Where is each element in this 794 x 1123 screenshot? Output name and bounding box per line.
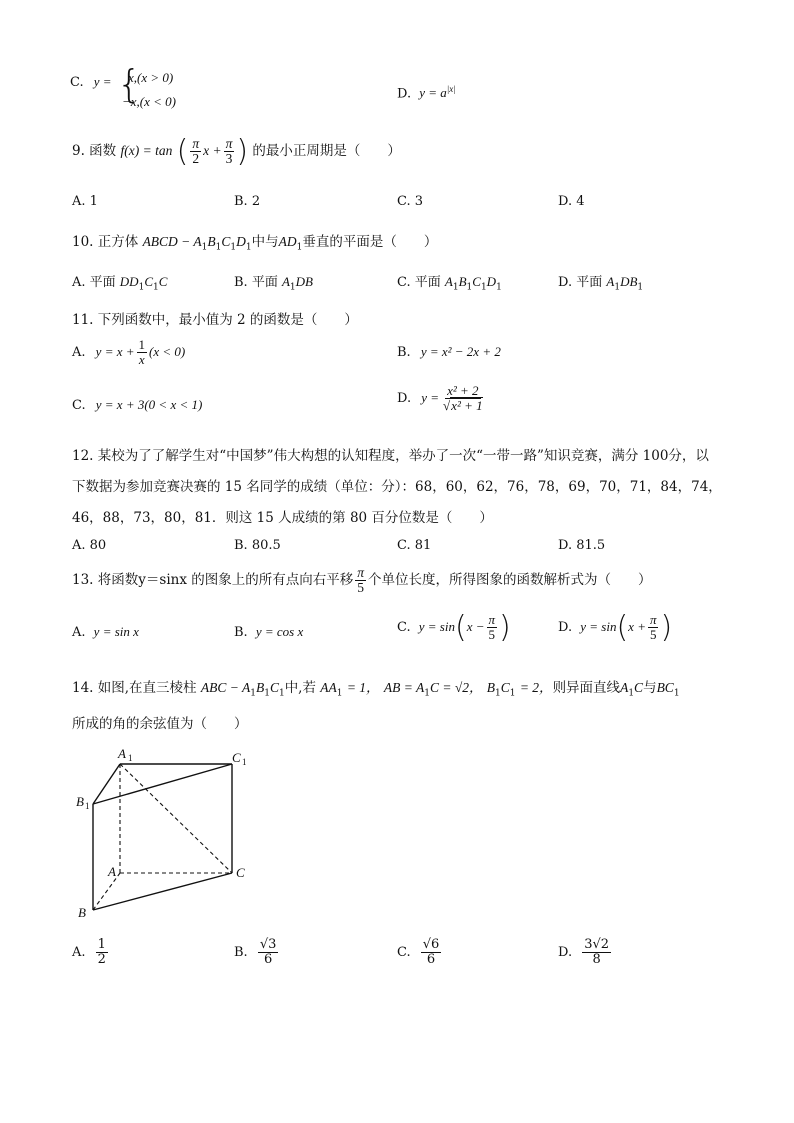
question-11: 11. 下列函数中，最小值为 2 的函数是（ ） <box>72 312 358 328</box>
piecewise-case-1: x,(x > 0) <box>128 70 174 85</box>
q8-option-d: D. $y = a^{|x|}$ <box>397 84 456 102</box>
q13-option-a: A. y = sin x <box>72 624 139 640</box>
q10-option-b: B. 平面 $A_1DB$ <box>234 274 313 293</box>
q10-option-c: C. 平面 $A_1B_1C_1D_1$ <box>397 274 502 293</box>
label-b: B <box>78 905 86 920</box>
svg-text:1: 1 <box>128 753 133 763</box>
q10-option-a: A. 平面 $DD_1C_1C$ <box>72 274 168 293</box>
question-12-line-1: 12. 某校为了了解学生对“中国梦”伟大构想的认知程度，举办了一次“一带一路”知识竞赛，满分 100分，以 <box>72 448 709 464</box>
q14-option-a: A. $\frac{1}{2}$ <box>72 937 106 967</box>
option-label: C. <box>70 75 84 90</box>
label-a1: A <box>118 746 126 761</box>
q9-option-b: B. 2 <box>234 194 261 209</box>
brace-glyph: { <box>117 62 142 106</box>
q13-option-d: D. y = sin(x + $\frac{\pi}{5}$ ) <box>558 610 673 645</box>
question-10: 10. 正方体 ABCD − $A_1B_1C_1D_1$中与$AD_1$垂直的平面是（ ） <box>72 234 438 253</box>
label-c: C <box>236 865 245 880</box>
q12-option-c: C. 81 <box>397 538 432 553</box>
label-a: A <box>108 864 116 879</box>
q11-option-d: D. y = $\frac{\text{x² + 2}}{\text{√x² + 1}}$ <box>397 383 483 413</box>
q14-option-d: D. $\frac{3√2}{8}$ <box>558 937 610 967</box>
question-14-line-1: 14. 如图,在直三棱柱 ABC − $A_1B_1C_1$中,若 $AA_1 = 1$， AB = $A_1C = √2$， $B_1C_1 = 2$，则异面直线$A_1C$与$BC_1$ <box>72 680 680 699</box>
question-12-line-3: 46，88，73，80，81．则这 15 人成绩的第 80 百分位数是（ ） <box>72 510 493 526</box>
question-13: 13. 将函数y＝sinx 的图象上的所有点向右平移 $\frac{\pi}{5}$ 个单位长度，所得图象的函数解析式为（ ） <box>72 565 652 595</box>
edge-b1-c1 <box>93 764 232 804</box>
question-12-line-2: 下数据为参加竞赛决赛的 15 名同学的成绩（单位：分）：68，60，62，76，78，69，70，71，84，74， <box>72 479 722 495</box>
q12-option-b: B. 80.5 <box>234 538 281 553</box>
q12-option-a: A. 80 <box>72 538 107 553</box>
label-c1: C <box>232 750 241 765</box>
q13-option-c: C. y = sin(x − $\frac{\pi}{5}$ ) <box>397 610 511 645</box>
question-14-line-2: 所成的角的余弦值为（ ） <box>72 716 248 732</box>
q9-option-d: D. 4 <box>558 194 585 209</box>
prism-figure <box>70 740 260 924</box>
q9-option-c: C. 3 <box>397 194 424 209</box>
q12-option-d: D. 81.5 <box>558 538 606 553</box>
q11-option-c: C. y = x + 3(0 < x < 1) <box>72 397 203 413</box>
q9-option-a: A. 1 <box>72 194 98 209</box>
label-b1: B <box>76 794 84 809</box>
q13-option-b: B. y = cos x <box>234 624 304 640</box>
question-9: 9. 函数 f(x) = tan ( $\frac{\pi}{2}$ x + $\frac{\pi}{3}$ ) 的最小正周期是（ ） <box>72 134 401 169</box>
svg-text:1: 1 <box>242 757 247 767</box>
q11-option-a: A. y = x + $\frac{1}{x}$ (x < 0) <box>72 337 186 367</box>
q8-option-c <box>70 74 112 90</box>
svg-text:1: 1 <box>85 801 90 811</box>
q10-option-d: D. 平面 $A_1DB_1$ <box>558 274 644 293</box>
q14-option-b: B. $\frac{√3}{6}$ <box>234 937 277 967</box>
piecewise-case-2: −x,(x < 0) <box>122 94 176 109</box>
q14-option-c: C. $\frac{√6}{6}$ <box>397 937 440 967</box>
option-expr: y = <box>93 74 112 89</box>
q11-option-b: B. y = x² − 2x + 2 <box>397 344 501 360</box>
